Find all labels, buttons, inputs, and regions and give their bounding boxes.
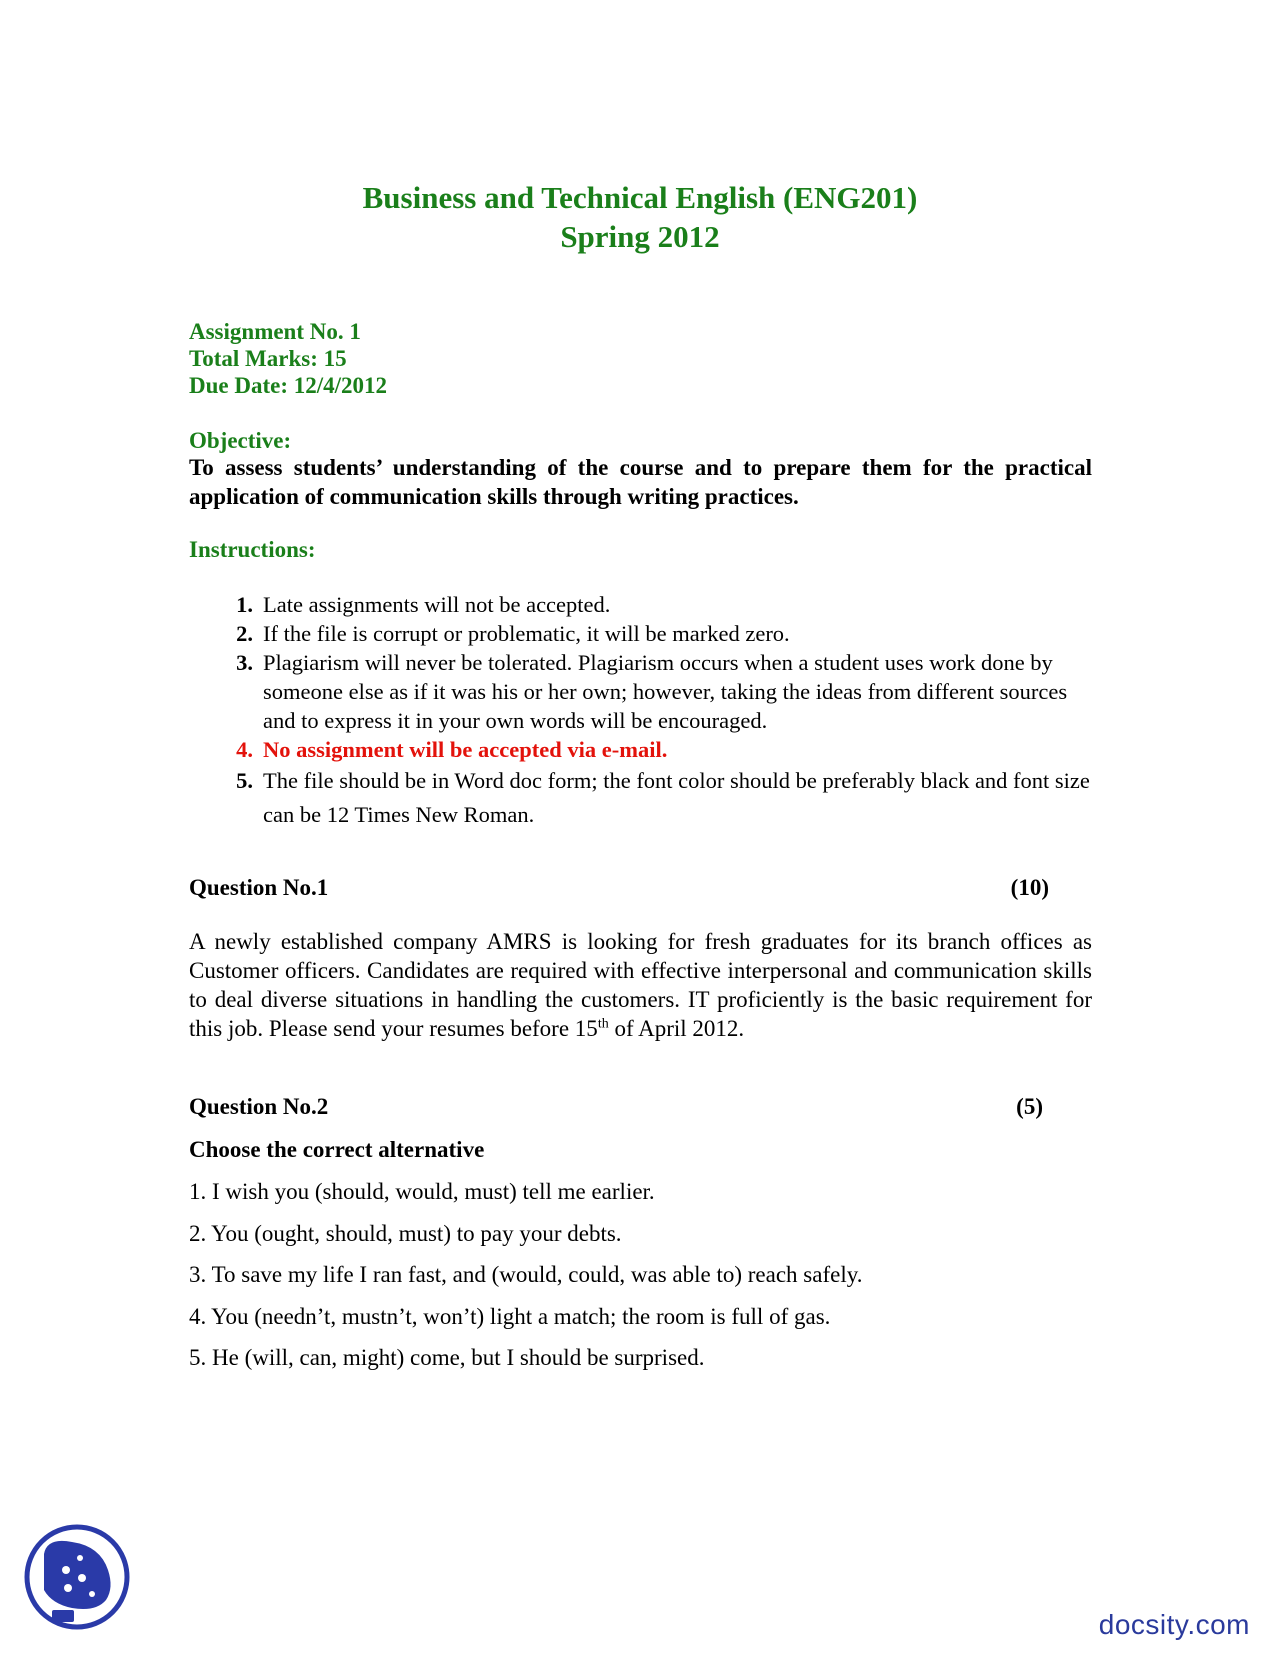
list-item [189,764,1092,832]
term-title: Spring 2012 [560,219,720,254]
list-text: No assignment will be accepted via e-mail. [263,737,668,762]
docsity-brand[interactable]: docsity.com [1098,1609,1250,1640]
list-item [189,619,1092,648]
question1-text-end: of April 2012. [608,1016,745,1041]
list-number: 2. [236,621,253,646]
list-item [189,590,1092,619]
mcq-item: 5. He (will, can, might) come, but I should be surprised. [189,1345,705,1370]
list-text: Plagiarism will never be tolerated. Plagiarism occurs when a student uses work done by someone else as if it was his or her own; however, taking the ideas from different sources and to express it in your own words will be encouraged. [263,650,1068,733]
ordinal-superscript: th [597,1016,609,1032]
mcq-item: 3. To save my life I ran fast, and (would, could, was able to) reach safely. [189,1262,863,1287]
list-text: The file should be in Word doc form; the font color should be preferably black and font size can be 12 Times New Roman. [263,768,1090,827]
list-number: 3. [236,650,253,675]
docsity-logo-icon [22,1522,132,1632]
total-marks: Total Marks: 15 [189,346,347,371]
assignment-number: Assignment No. 1 [189,319,361,344]
instructions-heading: Instructions: [189,537,316,562]
list-item-warning [189,735,1092,764]
objective-heading: Objective: [189,428,292,453]
list-text: If the file is corrupt or problematic, it will be marked zero. [263,621,790,646]
list-number: 5. [236,768,253,793]
list-number: 1. [236,592,253,617]
list-item [189,648,1092,735]
question2-marks: (5) [1016,1094,1043,1119]
question1-text-main: A newly established company AMRS is looking for fresh graduates for its branch offices as Customer officers. Candidates are required with effective interpersonal and communication skills to deal diverse situations in handling the customers. IT proficiently is the basic requirement for this job. Please send your resumes before 15 [189,929,1092,1041]
question2-title: Question No.2 [189,1094,329,1119]
list-number: 4. [236,737,253,762]
question2-subheading: Choose the correct alternative [189,1137,485,1162]
mcq-item: 1. I wish you (should, would, must) tell me earlier. [189,1179,655,1204]
question1-header [189,873,1049,902]
list-text: Late assignments will not be accepted. [263,592,611,617]
question1-title: Question No.1 [189,875,329,900]
objective-text: To assess students’ understanding of the course and to prepare them for the practical application of communication skills through writing practices. [189,455,1092,509]
question1-marks: (10) [1010,875,1049,900]
question2-header [189,1092,1043,1121]
course-title: Business and Technical English (ENG201) [362,180,918,215]
mcq-item: 2. You (ought, should, must) to pay your debts. [189,1221,622,1246]
due-date: Due Date: 12/4/2012 [189,373,388,398]
instructions-list [189,590,1092,832]
mcq-item: 4. You (needn’t, mustn’t, won’t) light a match; the room is full of gas. [189,1304,831,1329]
question1-text [189,927,1092,1043]
